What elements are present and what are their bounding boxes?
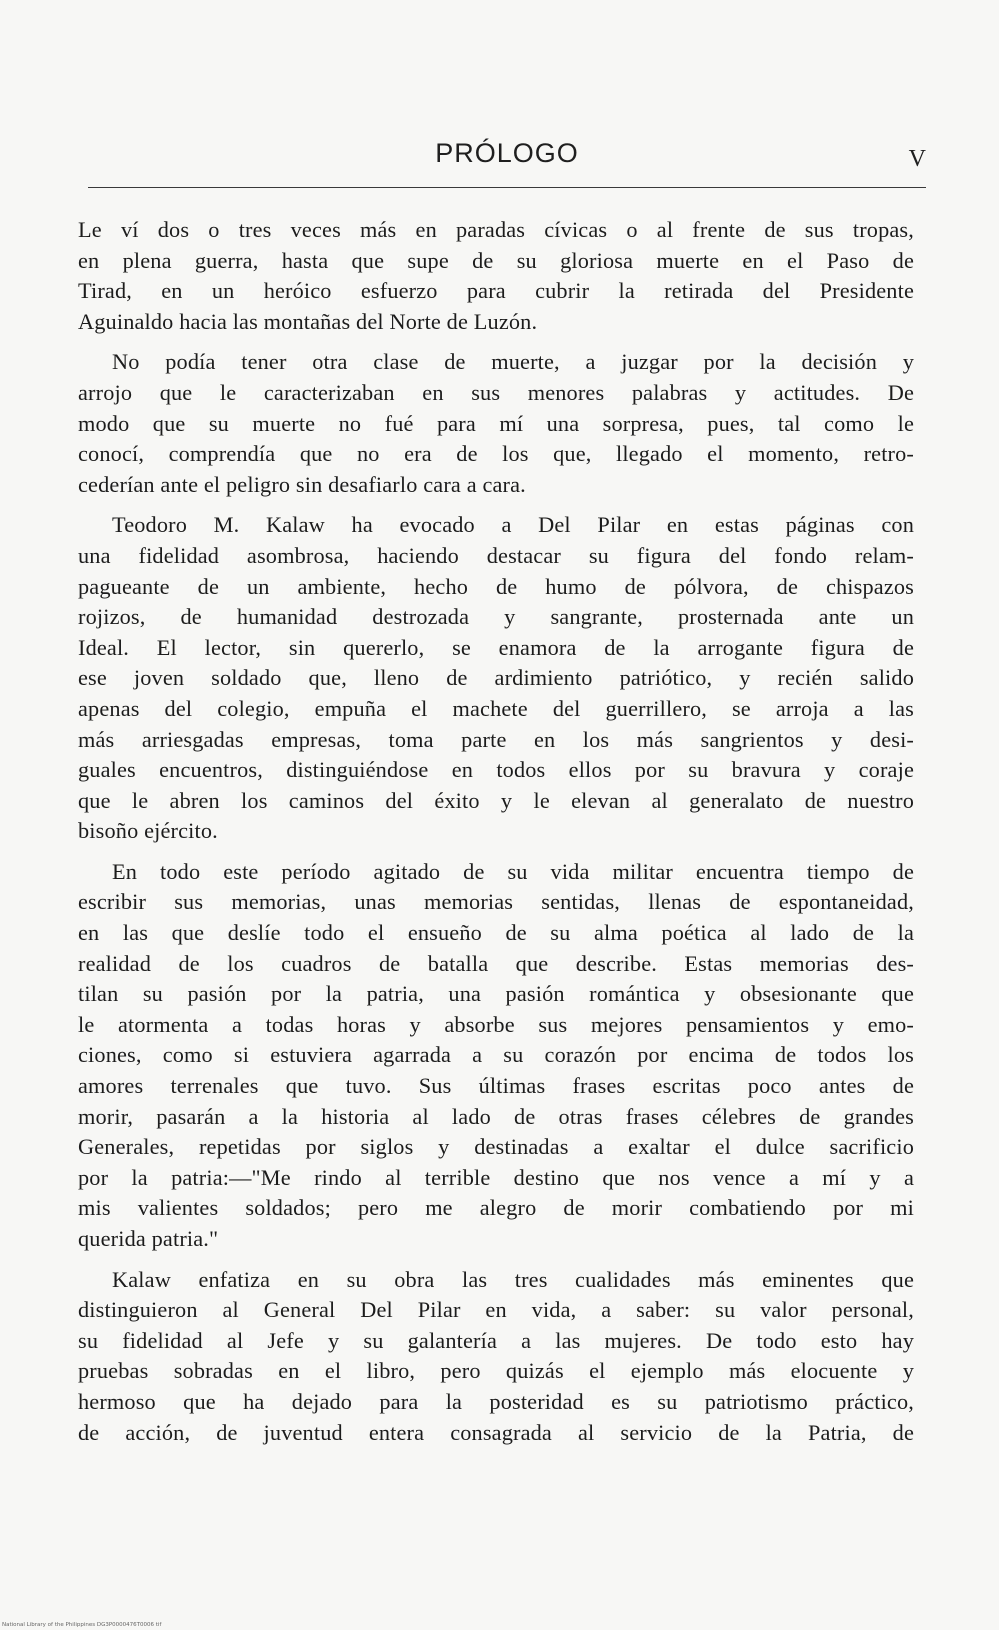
text-line: Le ví dos o tres veces más en paradas cívicas o al frente de sus tropas,	[78, 217, 914, 242]
text-line: amores terrenales que tuvo. Sus últimas frases escritas poco antes de	[78, 1073, 914, 1099]
running-title: PRÓLOGO	[435, 138, 579, 168]
text-line: pruebas sobradas en el libro, pero quizás el ejemplo más elocuente y	[78, 1358, 914, 1384]
text-line: de acción, de juventud entera consagrada al servicio de la Patria, de	[78, 1419, 914, 1445]
text-line: arrojo que le caracterizaban en sus menores palabras y actitudes. De	[78, 379, 914, 405]
paragraph	[78, 215, 914, 337]
text-line: modo que su muerte no fué para mí una sorpresa, pues, tal como le	[78, 410, 914, 436]
text-line: Kalaw enfatiza en su obra las tres cualidades más eminentes que	[112, 1266, 914, 1292]
text-line: rojizos, de humanidad destrozada y sangrante, prosternada ante un	[78, 604, 914, 630]
text-line: le atormenta a todas horas y absorbe sus mejores pensamientos y emo-	[78, 1011, 914, 1037]
paragraph	[78, 1265, 914, 1449]
text-line: apenas del colegio, empuña el machete del guerrillero, se arroja a las	[78, 695, 914, 721]
text-line: tilan su pasión por la patria, una pasión romántica y obsesionante que	[78, 981, 914, 1007]
paragraph-gap	[78, 500, 914, 510]
text-line: morir, pasarán a la historia al lado de otras frases célebres de grandes	[78, 1103, 914, 1129]
text-line: en las que deslíe todo el ensueño de su alma poética al lado de la	[78, 920, 914, 946]
text-line: bisoño ejército.	[78, 818, 218, 844]
text-line: No podía tener otra clase de muerte, a juzgar por la decisión y	[112, 349, 914, 375]
text-line: mis valientes soldados; pero me alegro de morir combatiendo por mi	[78, 1195, 914, 1221]
paragraph-gap	[78, 1255, 914, 1265]
text-line: distinguieron al General Del Pilar en vida, a saber: su valor personal,	[78, 1297, 914, 1323]
text-line: una fidelidad asombrosa, haciendo destacar su figura del fondo relam-	[78, 542, 914, 568]
text-line: En todo este período agitado de su vida militar encuentra tiempo de	[112, 858, 914, 884]
page-number: V	[908, 146, 926, 172]
text-line: querida patria."	[78, 1226, 219, 1251]
text-line: Ideal. El lector, sin quererlo, se enamora de la arrogante figura de	[78, 634, 914, 660]
header-rule	[88, 187, 926, 188]
text-line: Teodoro M. Kalaw ha evocado a Del Pilar en estas páginas con	[112, 512, 914, 538]
text-line: que le abren los caminos del éxito y le elevan al generalato de nuestro	[78, 787, 914, 813]
text-line: hermoso que ha dejado para la posteridad es su patriotismo práctico,	[78, 1388, 914, 1414]
page-header	[88, 138, 926, 182]
text-line: escribir sus memorias, unas memorias sentidas, llenas de espontaneidad,	[78, 889, 914, 915]
text-line: pagueante de un ambiente, hecho de humo de pólvora, de chispazos	[78, 573, 914, 599]
paragraph-gap	[78, 847, 914, 857]
text-line: en plena guerra, hasta que supe de su gloriosa muerte en el Paso de	[78, 247, 914, 273]
body-text	[78, 215, 914, 1448]
text-line: por la patria:—"Me rindo al terrible destino que nos vence a mí y a	[78, 1164, 914, 1190]
text-line: ese joven soldado que, lleno de ardimiento patriótico, y recién salido	[78, 665, 914, 691]
text-line: Aguinaldo hacia las montañas del Norte de Luzón.	[78, 308, 538, 334]
text-line: ciones, como si estuviera agarrada a su corazón por encima de todos los	[78, 1042, 914, 1068]
text-line: conocí, comprendía que no era de los que, llegado el momento, retro-	[78, 441, 914, 467]
text-line: Generales, repetidas por siglos y destinadas a exaltar el dulce sacrificio	[78, 1134, 914, 1160]
paragraph-gap	[78, 337, 914, 347]
text-line: cederían ante el peligro sin desafiarlo cara a cara.	[78, 471, 526, 497]
text-line: su fidelidad al Jefe y su galantería a las mujeres. De todo esto hay	[78, 1327, 914, 1353]
text-line: Tirad, en un heróico esfuerzo para cubrir la retirada del Presidente	[78, 278, 914, 304]
paragraph	[78, 510, 914, 847]
text-line: realidad de los cuadros de batalla que describe. Estas memorias des-	[78, 950, 914, 976]
text-line: guales encuentros, distinguiéndose en todos ellos por su bravura y coraje	[78, 757, 914, 783]
text-line: más arriesgadas empresas, toma parte en los más sangrientos y desi-	[78, 726, 914, 752]
library-watermark: National Library of the Philippines DG3P0000476T0006 tif	[2, 1622, 162, 1628]
paragraph	[78, 857, 914, 1255]
paragraph	[78, 347, 914, 500]
